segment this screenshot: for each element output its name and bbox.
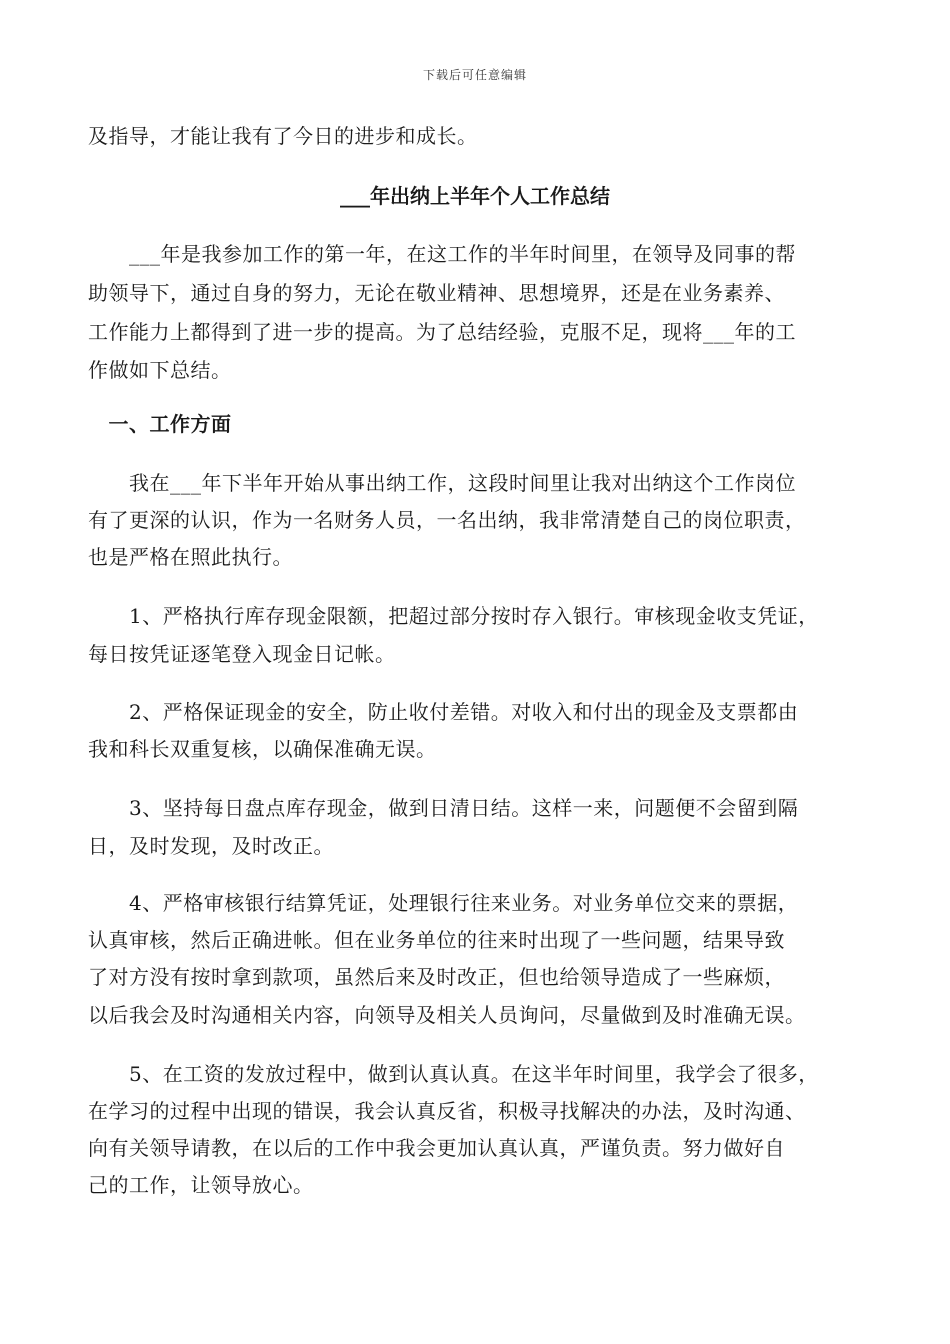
text-line: 我和科长双重复核，以确保准确无误。 (88, 737, 437, 761)
text-line: 3、坚持每日盘点库存现金，做到日清日结。这样一来，问题便不会留到隔 (88, 796, 799, 820)
text-line: 助领导下，通过自身的努力，无论在敬业精神、思想境界，还是在业务素养、 (88, 281, 785, 305)
header-note: 下载后可任意编辑 (422, 68, 527, 82)
text-line: 5、在工资的发放过程中，做到认真认真。在这半年时间里，我学会了很多， (88, 1062, 819, 1086)
text-line: 在学习的过程中出现的错误，我会认真反省，积极寻找解决的办法，及时沟通、 (88, 1099, 806, 1123)
text-line: 向有关领导请教，在以后的工作中我会更加认真认真，严谨负责。努力做好自 (88, 1136, 785, 1160)
document-title: ___年出纳上半年个人工作总结 (340, 184, 610, 208)
text-line: 日，及时发现，及时改正。 (88, 834, 334, 858)
text-line: 4、严格审核银行结算凭证，处理银行往来业务。对业务单位交来的票据， (88, 891, 799, 915)
text-line: 己的工作，让领导放心。 (88, 1173, 314, 1197)
text-line: 工作能力上都得到了进一步的提高。为了总结经验，克服不足，现将___年的工 (88, 320, 796, 344)
text-line: 2、严格保证现金的安全，防止收付差错。对收入和付出的现金及支票都由 (88, 700, 799, 724)
text-line: 作做如下总结。 (88, 358, 232, 382)
section-heading: 一、工作方面 (88, 412, 232, 436)
text-line: 每日按凭证逐笔登入现金日记帐。 (88, 642, 396, 666)
text-line: 我在___年下半年开始从事出纳工作，这段时间里让我对出纳这个工作岗位 (88, 471, 796, 495)
text-line: 认真审核，然后正确进帐。但在业务单位的往来时出现了一些问题，结果导致 (88, 928, 785, 952)
text-line: 有了更深的认识，作为一名财务人员，一名出纳，我非常清楚自己的岗位职责， (88, 508, 806, 532)
text-line: 及指导，才能让我有了今日的进步和成长。 (88, 124, 478, 148)
text-line: 也是严格在照此执行。 (88, 545, 293, 569)
text-line: ___年是我参加工作的第一年，在这工作的半年时间里，在领导及同事的帮 (88, 242, 796, 266)
text-line: 以后我会及时沟通相关内容，向领导及相关人员询问，尽量做到及时准确无误。 (88, 1003, 806, 1027)
text-line: 了对方没有按时拿到款项，虽然后来及时改正，但也给领导造成了一些麻烦， (88, 965, 785, 989)
text-line: 1、严格执行库存现金限额，把超过部分按时存入银行。审核现金收支凭证， (88, 604, 819, 628)
